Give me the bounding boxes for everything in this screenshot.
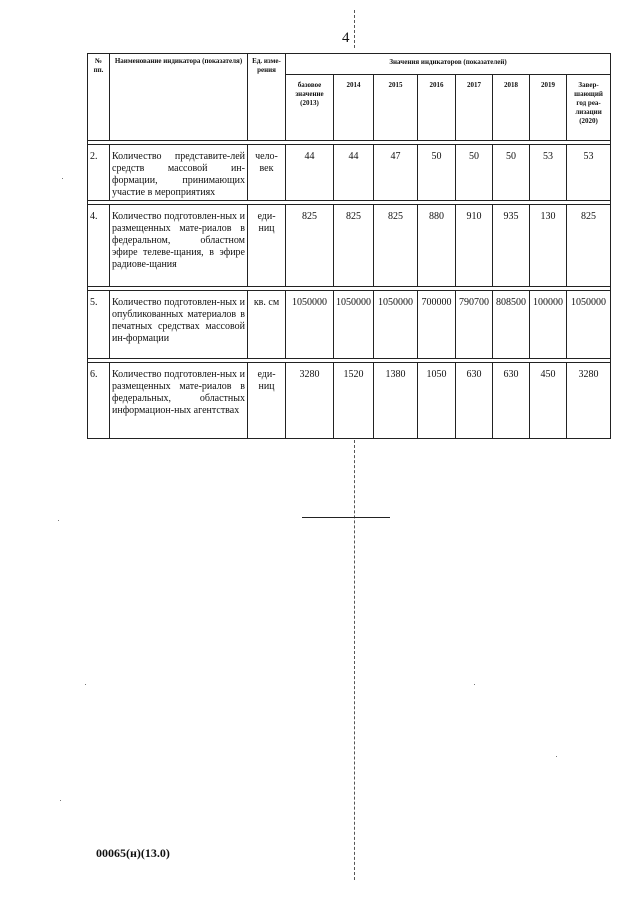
row-unit: чело-век <box>248 145 286 201</box>
row-value: 47 <box>374 145 418 201</box>
header-year: 2015 <box>374 75 418 141</box>
row-num: 5. <box>88 291 110 359</box>
row-value: 44 <box>286 145 334 201</box>
table-row <box>88 205 611 287</box>
row-num: 2. <box>88 145 110 201</box>
row-value: 50 <box>493 145 530 201</box>
row-value: 880 <box>418 205 456 287</box>
header-row <box>88 54 611 75</box>
row-value: 1380 <box>374 363 418 439</box>
scan-speck <box>58 520 59 521</box>
document-code: 00065(н)(13.0) <box>96 846 170 860</box>
row-value: 50 <box>456 145 493 201</box>
row-value: 50 <box>418 145 456 201</box>
header-year: 2016 <box>418 75 456 141</box>
row-value: 825 <box>286 205 334 287</box>
header-values-group: Значения индикаторов (показателей) <box>286 54 611 75</box>
row-num: 4. <box>88 205 110 287</box>
indicators-table <box>87 53 611 439</box>
scan-speck <box>85 684 86 685</box>
row-value: 700000 <box>418 291 456 359</box>
row-unit: еди-ниц <box>248 205 286 287</box>
row-value: 130 <box>530 205 567 287</box>
row-value: 825 <box>567 205 611 287</box>
scan-artifact-line-bottom <box>354 440 355 880</box>
row-unit: еди-ниц <box>248 363 286 439</box>
row-value: 1050000 <box>567 291 611 359</box>
page-number: 4 <box>342 30 350 46</box>
header-year: 2017 <box>456 75 493 141</box>
header-year: базовое значение (2013) <box>286 75 334 141</box>
scan-speck <box>556 756 557 757</box>
header-year: 2018 <box>493 75 530 141</box>
header-num: № пп. <box>88 54 110 141</box>
header-year: Завер-шающий год реа-лизации (2020) <box>567 75 611 141</box>
row-value: 790700 <box>456 291 493 359</box>
row-value: 825 <box>334 205 374 287</box>
row-value: 100000 <box>530 291 567 359</box>
row-value: 825 <box>374 205 418 287</box>
row-value: 1050000 <box>334 291 374 359</box>
row-value: 910 <box>456 205 493 287</box>
row-name: Количество подготовлен-ных и опубликованных материалов в печатных средствах массовой ин-формации <box>110 291 248 359</box>
row-value: 53 <box>567 145 611 201</box>
row-value: 630 <box>456 363 493 439</box>
row-value: 1050000 <box>286 291 334 359</box>
header-year: 2019 <box>530 75 567 141</box>
row-value: 1520 <box>334 363 374 439</box>
separator-rule <box>302 517 390 518</box>
row-value: 1050000 <box>374 291 418 359</box>
row-value: 935 <box>493 205 530 287</box>
table-row <box>88 291 611 359</box>
row-value: 630 <box>493 363 530 439</box>
header-year: 2014 <box>334 75 374 141</box>
row-value: 44 <box>334 145 374 201</box>
header-unit: Ед. изме-рения <box>248 54 286 141</box>
row-unit: кв. см <box>248 291 286 359</box>
row-name: Количество подготовлен-ных и размещенных мате-риалов в федеральных, областных информацион-ных агентствах <box>110 363 248 439</box>
header-name: Наименование индикатора (показателя) <box>110 54 248 141</box>
row-value: 1050 <box>418 363 456 439</box>
row-name: Количество представите-лей средств массовой ин-формации, принимающих участие в мероприятиях <box>110 145 248 201</box>
table-row <box>88 363 611 439</box>
row-value: 808500 <box>493 291 530 359</box>
row-value: 450 <box>530 363 567 439</box>
row-value: 3280 <box>567 363 611 439</box>
row-value: 3280 <box>286 363 334 439</box>
scan-speck <box>474 684 475 685</box>
row-value: 53 <box>530 145 567 201</box>
scan-artifact-line-top <box>354 10 355 48</box>
row-name: Количество подготовлен-ных и размещенных мате-риалов в федеральном, областном эфире телеве-щания, в эфире радиове-щания <box>110 205 248 287</box>
row-num: 6. <box>88 363 110 439</box>
scan-speck <box>60 800 61 801</box>
table-row <box>88 145 611 201</box>
scan-speck <box>62 178 63 179</box>
